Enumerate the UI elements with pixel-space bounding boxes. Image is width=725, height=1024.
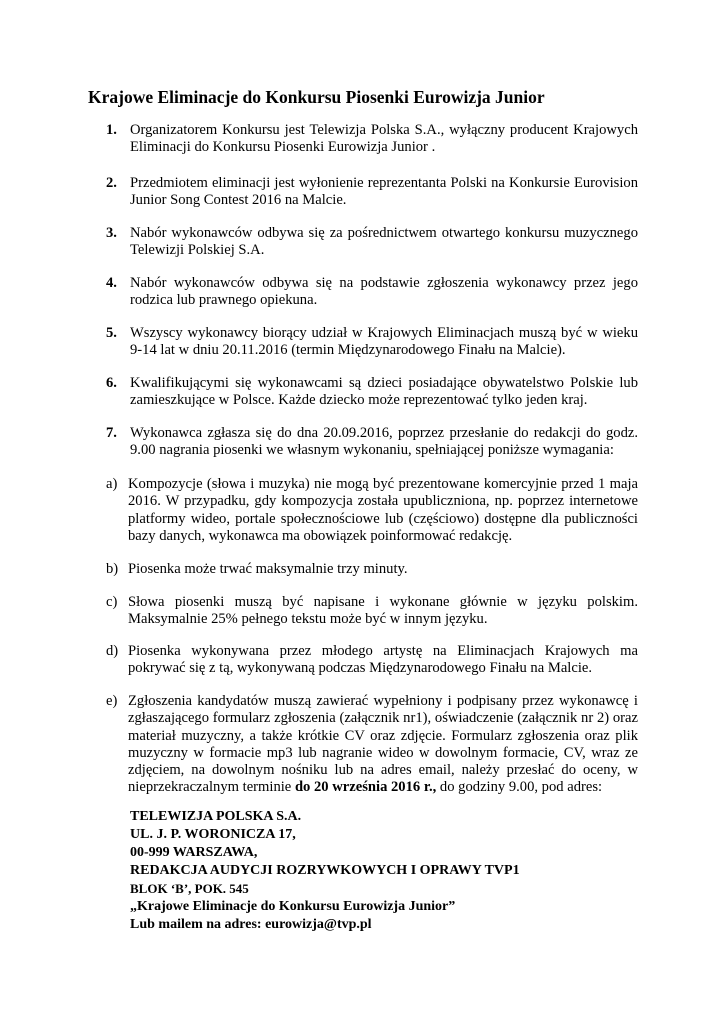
page-title: Krajowe Eliminacje do Konkursu Piosenki Eurowizja Junior (88, 87, 545, 107)
address-line-street: UL. J. P. WORONICZA 17, (130, 827, 296, 842)
list-marker: 7. (106, 425, 117, 441)
list-item-4 (106, 275, 638, 310)
list-marker: 5. (106, 325, 117, 341)
list-marker: e) (106, 693, 118, 709)
list-item-1 (106, 122, 638, 157)
address-line-room: BLOK ‘B’, POK. 545 (130, 881, 249, 896)
list-item-text: Nabór wykonawców odbywa się na podstawie zgłoszenia wykonawcy przez jego rodzica lub prawnego opiekuna. (130, 275, 638, 309)
list-item-text: Nabór wykonawców odbywa się za pośrednictwem otwartego konkursu muzycznego Telewizji Polskiej S.A. (130, 225, 638, 259)
list-item-text: Wszyscy wykonawcy biorący udział w Krajowych Eliminacjach muszą być w wieku 9-14 lat w dniu 20.11.2016 (termin Międzynarodowego Finału na Malcie). (130, 325, 638, 359)
deadline-date: do 20 września 2016 r., (294, 779, 437, 796)
address-line-subject: „Krajowe Eliminacje do Konkursu Eurowizja Junior” (130, 899, 456, 914)
list-marker: b) (106, 561, 119, 577)
list-item-text: Przedmiotem eliminacji jest wyłonienie reprezentanta Polski na Konkursie Eurovision Junior Song Contest 2016 na Malcie. (130, 175, 638, 209)
list-item-text: Słowa piosenki muszą być napisane i wykonane głównie w języku polskim. Maksymalnie 25% pełnego tekstu może być w innym języku. (128, 594, 638, 628)
list-marker: d) (106, 643, 119, 659)
address-line-company: TELEWIZJA POLSKA S.A. (130, 809, 302, 824)
sublist-item-a (106, 476, 638, 545)
list-item-2 (106, 175, 638, 210)
list-item-text: Organizatorem Konkursu jest Telewizja Polska S.A., wyłączny producent Krajowych Eliminacji do Konkursu Piosenki Eurowizja Junior . (130, 122, 638, 156)
address-line-email: Lub mailem na adres: eurowizja@tvp.pl (130, 917, 372, 932)
list-item-3 (106, 225, 638, 260)
list-item-6 (106, 375, 638, 410)
postal-address (130, 808, 520, 934)
list-marker: 2. (106, 175, 117, 191)
list-item-text: Kwalifikującymi się wykonawcami są dzieci posiadające obywatelstwo Polskie lub zamieszkujące w Polsce. Każde dziecko może reprezentować tylko jeden kraj. (130, 375, 638, 409)
submission-text-end: do godziny 9.00, pod adres: (436, 779, 603, 796)
submission-text: Zgłoszenia kandydatów muszą zawierać wypełniony i podpisany przez wykonawcę i zgłaszającego formularz zgłoszenia (załącznik nr1), oświadczenie (załącznik nr 2) oraz materiał muzyczny, a także krótkie CV oraz zdjęcie. Formularz zgłoszenia oraz plik muzyczny w formacie mp3 lub nagranie wideo w dowolnym formacie, CV, wraz ze zdjęciem, na dowolnym nośniku lub na adres email, należy przesłać do oceny, w nieprzekraczalnym terminie (128, 693, 638, 796)
list-item-text: Piosenka może trwać maksymalnie trzy minuty. (128, 561, 408, 577)
address-line-department: REDAKCJA AUDYCJI ROZRYWKOWYCH I OPRAWY TVP1 (130, 863, 520, 878)
sublist-item-b (106, 561, 638, 578)
sublist-item-c (106, 594, 638, 629)
address-line-city: 00-999 WARSZAWA, (130, 845, 258, 860)
list-marker: c) (106, 594, 118, 610)
list-marker: 3. (106, 225, 117, 241)
list-item-text: Wykonawca zgłasza się do dna 20.09.2016, poprzez przesłanie do redakcji do godz. 9.00 nagrania piosenki we własnym wykonaniu, spełniającej poniższe wymagania: (130, 425, 638, 459)
sublist-item-e (106, 693, 638, 797)
list-item-text: Kompozycje (słowa i muzyka) nie mogą być prezentowane komercyjnie przed 1 maja 2016. W przypadku, gdy kompozycja została upubliczniona, np. poprzez internetowe platformy wideo, portale społecznościowe lub (częściowo) dostępne dla publiczności bazy danych, wykonawca ma obowiązek poinformować redakcję. (128, 476, 638, 544)
list-item-7 (106, 425, 638, 460)
sublist-item-d (106, 643, 638, 678)
list-item-text (128, 693, 638, 797)
list-marker: 6. (106, 375, 117, 391)
list-marker: 1. (106, 122, 117, 138)
list-item-text: Piosenka wykonywana przez młodego artystę na Eliminacjach Krajowych ma pokrywać się z tą, wykonywaną podczas Międzynarodowego Finału na Malcie. (128, 643, 638, 677)
list-marker: a) (106, 476, 118, 492)
list-item-5 (106, 325, 638, 360)
list-marker: 4. (106, 275, 117, 291)
